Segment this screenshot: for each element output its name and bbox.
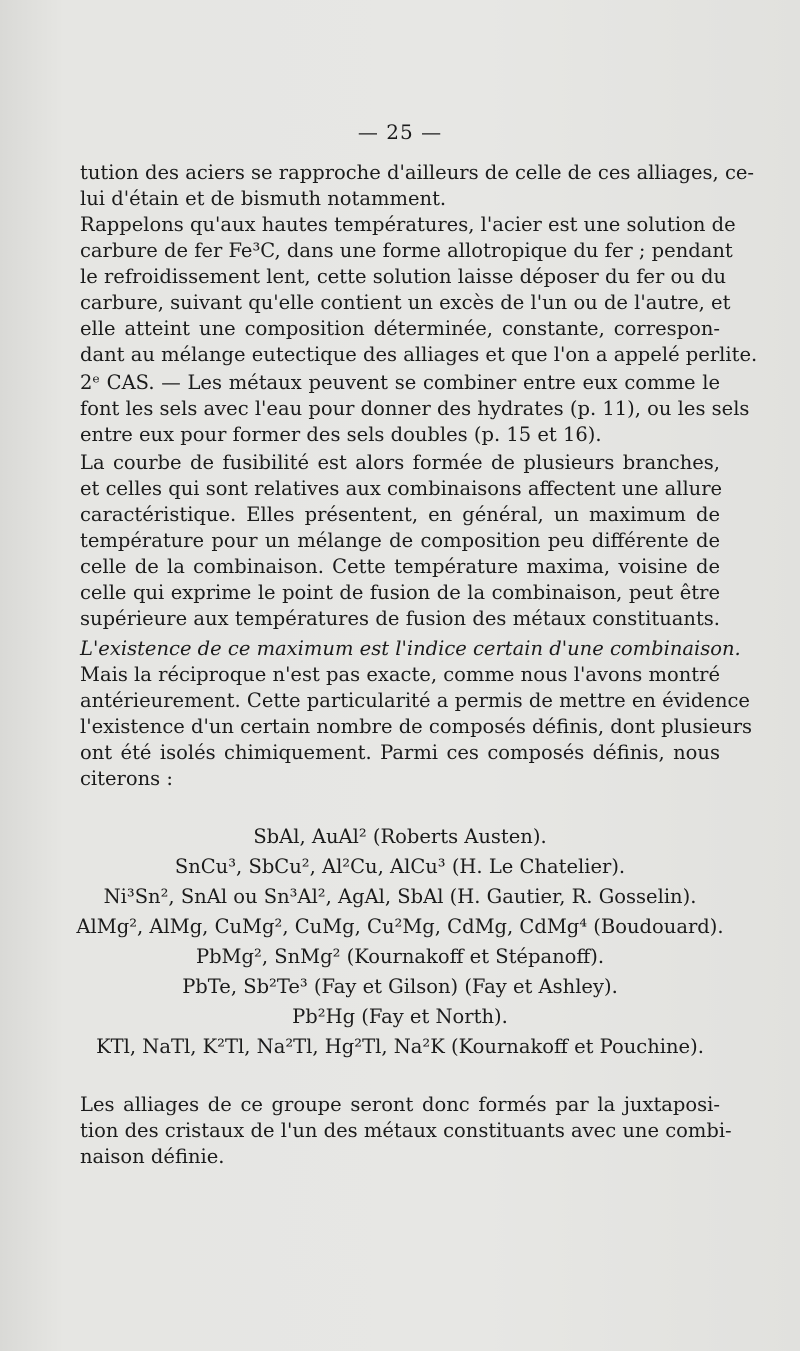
text-line: naison définie.	[80, 1145, 225, 1168]
paragraph-acier	[80, 212, 758, 368]
text-line: carbure, suivant qu'elle contient un excès de l'un ou de l'autre, et	[80, 291, 731, 314]
text-line: entre eux pour former des sels doubles (p. 15 et 16).	[80, 423, 602, 446]
paragraph-continuation	[80, 160, 755, 212]
text-line: ont été isolés chimiquement. Parmi ces composés définis, nous	[80, 741, 720, 764]
text-line: celle qui exprime le point de fusion de la combinaison, peut être	[80, 581, 720, 604]
compound-line: KTl, NaTl, K²Tl, Na²Tl, Hg²Tl, Na²K (Kournakoff et Pouchine).	[96, 1035, 704, 1058]
paragraph-second-case	[80, 370, 750, 448]
page-number: — 25 —	[357, 120, 443, 144]
text-line: carbure de fer Fe³C, dans une forme allotropique du fer ; pendant	[80, 239, 733, 262]
text-line: le refroidissement lent, cette solution laisse déposer du fer ou du	[80, 265, 727, 288]
text-line: celle de la combinaison. Cette température maxima, voisine de	[80, 555, 720, 578]
text-line: elle atteint une composition déterminée, constante, correspon-	[80, 317, 720, 340]
compound-line: Ni³Sn², SnAl ou Sn³Al², AgAl, SbAl (H. Gautier, R. Gosselin).	[103, 885, 697, 908]
paragraph-closing	[80, 1092, 732, 1170]
text-line: température pour un mélange de composition peu différente de	[80, 529, 720, 552]
text-line: caractéristique. Elles présentent, en général, un maximum de	[80, 503, 720, 526]
compound-line: SnCu³, SbCu², Al²Cu, AlCu³ (H. Le Chatelier).	[174, 855, 626, 878]
compound-line: PbTe, Sb²Te³ (Fay et Gilson) (Fay et Ashley).	[182, 975, 618, 998]
text-line: lui d'étain et de bismuth notamment.	[80, 187, 447, 210]
compound-line: AlMg², AlMg, CuMg², CuMg, Cu²Mg, CdMg, CdMg⁴ (Boudouard).	[76, 915, 724, 938]
text-line: supérieure aux températures de fusion des métaux constituants.	[80, 607, 720, 630]
text-line: antérieurement. Cette particularité a permis de mettre en évidence	[80, 689, 750, 712]
text-line: L'existence de ce maximum est l'indice certain d'une combinaison.	[80, 637, 741, 660]
paragraph-fusibility-curve	[80, 450, 723, 632]
compound-line: PbMg², SnMg² (Kournakoff et Stépanoff).	[195, 945, 605, 968]
compound-line: Pb²Hg (Fay et North).	[292, 1005, 508, 1028]
text-line: l'existence d'un certain nombre de composés définis, dont plusieurs	[80, 715, 753, 738]
text-line: tution des aciers se rapproche d'ailleurs de celle de ces alliages, ce-	[80, 161, 755, 184]
text-line: Rappelons qu'aux hautes températures, l'acier est une solution de	[80, 213, 736, 236]
paragraph-maximum	[80, 636, 753, 792]
text-line: 2ᵉ CAS. — Les métaux peuvent se combiner entre eux comme le	[80, 371, 720, 394]
text-line: tion des cristaux de l'un des métaux constituants avec une combi-	[80, 1119, 732, 1142]
text-line: font les sels avec l'eau pour donner des hydrates (p. 11), ou les sels	[80, 397, 750, 420]
text-line: La courbe de fusibilité est alors formée de plusieurs branches,	[80, 451, 720, 474]
text-line: Les alliages de ce groupe seront donc formés par la juxtaposi-	[80, 1093, 720, 1116]
text-line: et celles qui sont relatives aux combinaisons affectent une allure	[80, 477, 723, 500]
text-line: dant au mélange eutectique des alliages et que l'on a appelé perlite.	[80, 343, 758, 366]
text-line: Mais la réciproque n'est pas exacte, comme nous l'avons montré	[80, 663, 720, 686]
compound-line: SbAl, AuAl² (Roberts Austen).	[253, 825, 547, 848]
text-line: citerons :	[80, 767, 173, 790]
